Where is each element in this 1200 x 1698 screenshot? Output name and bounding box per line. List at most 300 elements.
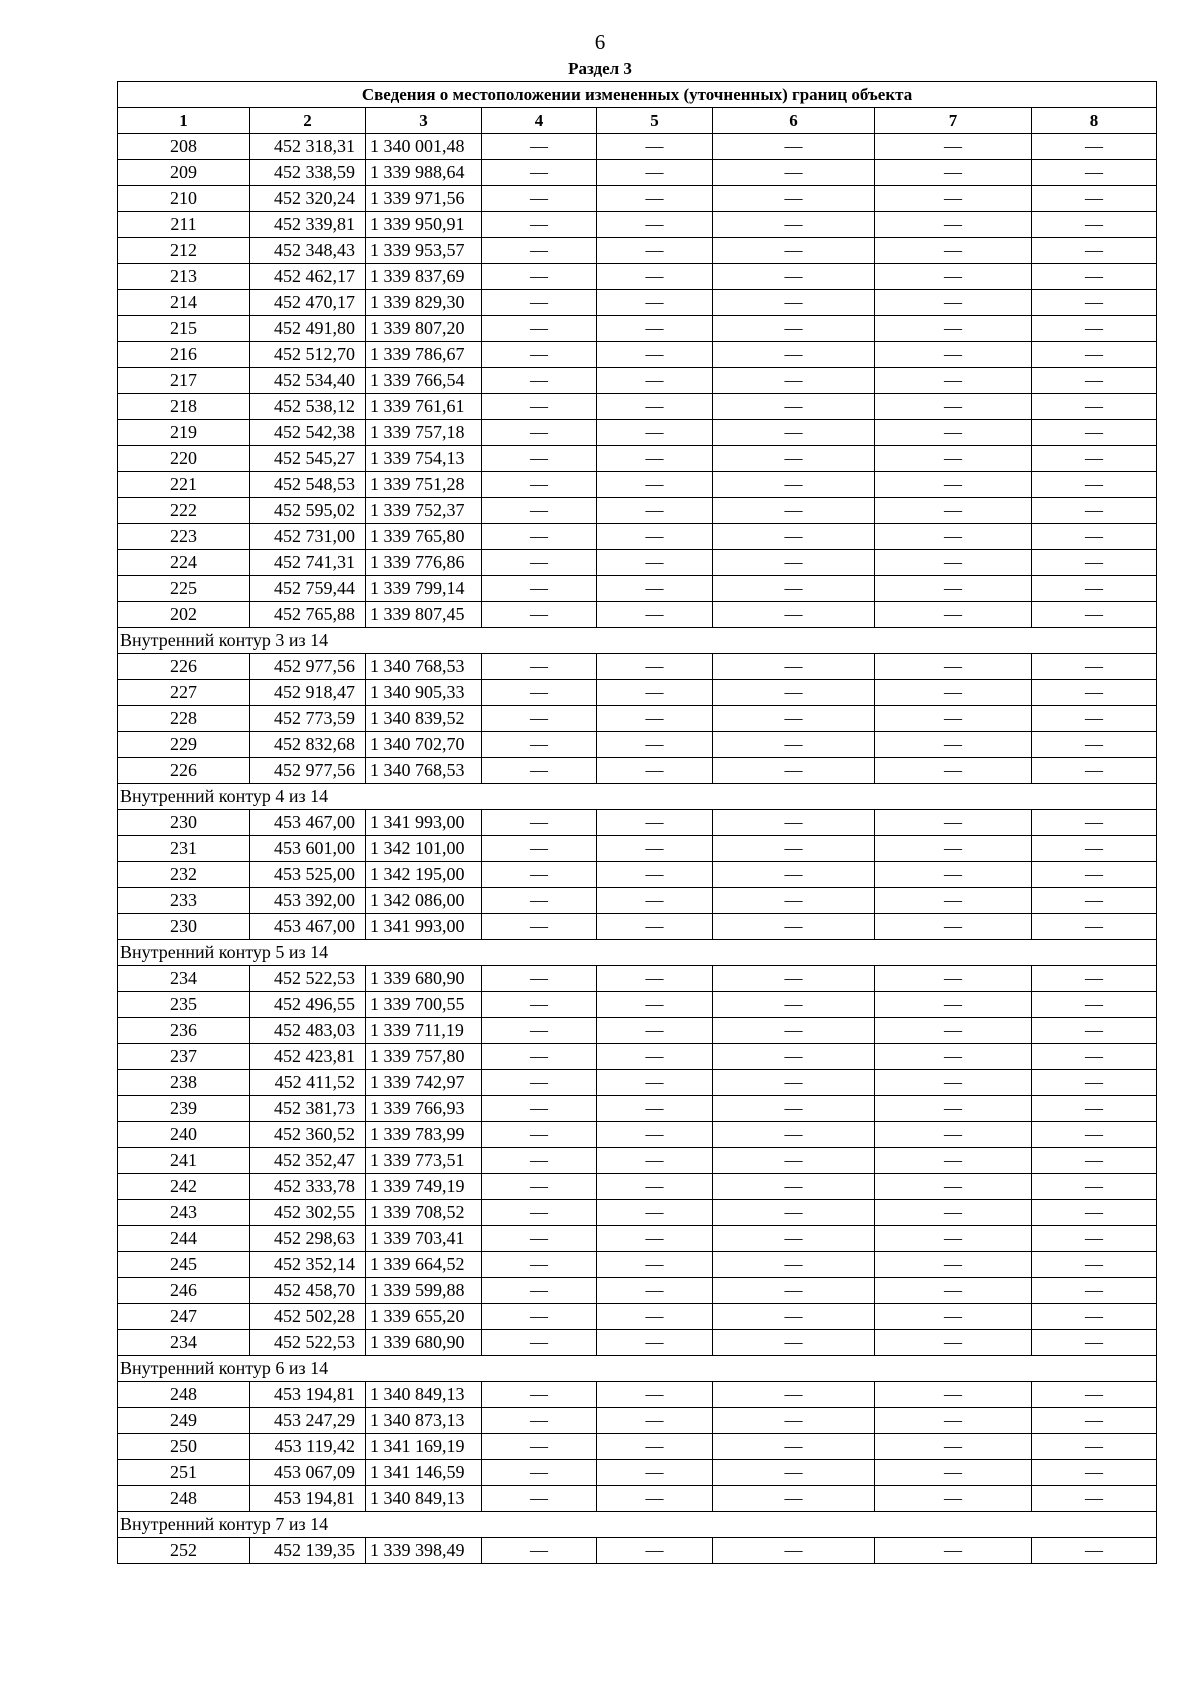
point-number-cell: 221 [118,472,250,498]
point-number-cell: 244 [118,1226,250,1252]
empty-value-cell: — [1032,394,1157,420]
empty-value-cell: — [1032,1174,1157,1200]
empty-value-cell: — [713,290,875,316]
point-number-cell: 250 [118,1434,250,1460]
y-coordinate-cell: 1 339 971,56 [366,186,482,212]
empty-value-cell: — [482,368,597,394]
empty-value-cell: — [1032,212,1157,238]
y-coordinate-cell: 1 339 664,52 [366,1252,482,1278]
y-coordinate-cell: 1 340 849,13 [366,1382,482,1408]
empty-value-cell: — [875,1070,1032,1096]
empty-value-cell: — [597,186,713,212]
empty-value-cell: — [713,238,875,264]
column-header: 8 [1032,108,1157,134]
empty-value-cell: — [597,342,713,368]
table-row [118,186,1157,212]
empty-value-cell: — [597,602,713,628]
point-number-cell: 220 [118,446,250,472]
contour-header-row [118,784,1157,810]
empty-value-cell: — [597,264,713,290]
x-coordinate-cell: 452 496,55 [250,992,366,1018]
empty-value-cell: — [482,1070,597,1096]
column-header: 3 [366,108,482,134]
empty-value-cell: — [597,680,713,706]
empty-value-cell: — [482,290,597,316]
x-coordinate-cell: 452 595,02 [250,498,366,524]
point-number-cell: 212 [118,238,250,264]
point-number-cell: 214 [118,290,250,316]
empty-value-cell: — [482,706,597,732]
empty-value-cell: — [875,1486,1032,1512]
point-number-cell: 226 [118,758,250,784]
empty-value-cell: — [875,1148,1032,1174]
x-coordinate-cell: 452 318,31 [250,134,366,160]
point-number-cell: 240 [118,1122,250,1148]
empty-value-cell: — [713,1538,875,1564]
x-coordinate-cell: 452 977,56 [250,758,366,784]
empty-value-cell: — [1032,1382,1157,1408]
y-coordinate-cell: 1 339 837,69 [366,264,482,290]
empty-value-cell: — [597,654,713,680]
empty-value-cell: — [713,212,875,238]
table-row [118,966,1157,992]
point-number-cell: 219 [118,420,250,446]
y-coordinate-cell: 1 339 829,30 [366,290,482,316]
empty-value-cell: — [482,732,597,758]
contour-label: Внутренний контур 7 из 14 [118,1512,1157,1538]
y-coordinate-cell: 1 342 195,00 [366,862,482,888]
empty-value-cell: — [597,1434,713,1460]
point-number-cell: 246 [118,1278,250,1304]
y-coordinate-cell: 1 339 742,97 [366,1070,482,1096]
empty-value-cell: — [482,914,597,940]
empty-value-cell: — [1032,914,1157,940]
empty-value-cell: — [875,290,1032,316]
empty-value-cell: — [875,1252,1032,1278]
empty-value-cell: — [875,472,1032,498]
x-coordinate-cell: 452 765,88 [250,602,366,628]
empty-value-cell: — [713,368,875,394]
empty-value-cell: — [1032,290,1157,316]
contour-label: Внутренний контур 3 из 14 [118,628,1157,654]
empty-value-cell: — [482,1434,597,1460]
y-coordinate-cell: 1 339 799,14 [366,576,482,602]
table-row [118,810,1157,836]
empty-value-cell: — [875,1460,1032,1486]
empty-value-cell: — [482,1408,597,1434]
x-coordinate-cell: 452 918,47 [250,680,366,706]
empty-value-cell: — [713,1148,875,1174]
empty-value-cell: — [597,1044,713,1070]
empty-value-cell: — [597,810,713,836]
y-coordinate-cell: 1 340 873,13 [366,1408,482,1434]
column-header: 1 [118,108,250,134]
empty-value-cell: — [713,160,875,186]
empty-value-cell: — [1032,1486,1157,1512]
empty-value-cell: — [713,550,875,576]
empty-value-cell: — [482,602,597,628]
empty-value-cell: — [1032,706,1157,732]
empty-value-cell: — [597,758,713,784]
empty-value-cell: — [713,1460,875,1486]
empty-value-cell: — [482,1044,597,1070]
empty-value-cell: — [875,810,1032,836]
empty-value-cell: — [875,1044,1032,1070]
empty-value-cell: — [482,1486,597,1512]
empty-value-cell: — [713,576,875,602]
empty-value-cell: — [1032,1096,1157,1122]
table-row [118,1044,1157,1070]
empty-value-cell: — [597,888,713,914]
x-coordinate-cell: 452 491,80 [250,316,366,342]
empty-value-cell: — [597,524,713,550]
empty-value-cell: — [1032,1044,1157,1070]
y-coordinate-cell: 1 340 001,48 [366,134,482,160]
empty-value-cell: — [875,316,1032,342]
table-row [118,420,1157,446]
x-coordinate-cell: 452 333,78 [250,1174,366,1200]
point-number-cell: 251 [118,1460,250,1486]
x-coordinate-cell: 452 832,68 [250,732,366,758]
x-coordinate-cell: 453 601,00 [250,836,366,862]
empty-value-cell: — [482,498,597,524]
empty-value-cell: — [713,680,875,706]
point-number-cell: 239 [118,1096,250,1122]
empty-value-cell: — [1032,524,1157,550]
y-coordinate-cell: 1 339 807,20 [366,316,482,342]
empty-value-cell: — [482,1122,597,1148]
table-row [118,1252,1157,1278]
empty-value-cell: — [482,1538,597,1564]
y-coordinate-cell: 1 340 702,70 [366,732,482,758]
column-header: 5 [597,108,713,134]
y-coordinate-cell: 1 339 786,67 [366,342,482,368]
empty-value-cell: — [1032,472,1157,498]
empty-value-cell: — [1032,732,1157,758]
table-row [118,316,1157,342]
empty-value-cell: — [1032,1460,1157,1486]
point-number-cell: 216 [118,342,250,368]
table-row [118,1304,1157,1330]
y-coordinate-cell: 1 339 765,80 [366,524,482,550]
column-header: 2 [250,108,366,134]
point-number-cell: 217 [118,368,250,394]
point-number-cell: 252 [118,1538,250,1564]
empty-value-cell: — [482,472,597,498]
empty-value-cell: — [713,992,875,1018]
empty-value-cell: — [597,498,713,524]
point-number-cell: 231 [118,836,250,862]
table-row [118,524,1157,550]
empty-value-cell: — [482,1278,597,1304]
table-row [118,394,1157,420]
empty-value-cell: — [713,706,875,732]
empty-value-cell: — [713,1226,875,1252]
table-row [118,576,1157,602]
x-coordinate-cell: 453 194,81 [250,1382,366,1408]
empty-value-cell: — [1032,810,1157,836]
empty-value-cell: — [597,1200,713,1226]
point-number-cell: 215 [118,316,250,342]
y-coordinate-cell: 1 339 680,90 [366,1330,482,1356]
empty-value-cell: — [597,394,713,420]
point-number-cell: 210 [118,186,250,212]
table-row [118,1382,1157,1408]
point-number-cell: 245 [118,1252,250,1278]
x-coordinate-cell: 452 759,44 [250,576,366,602]
x-coordinate-cell: 452 741,31 [250,550,366,576]
point-number-cell: 232 [118,862,250,888]
y-coordinate-cell: 1 339 761,61 [366,394,482,420]
empty-value-cell: — [482,342,597,368]
y-coordinate-cell: 1 339 776,86 [366,550,482,576]
empty-value-cell: — [875,888,1032,914]
table-row [118,446,1157,472]
empty-value-cell: — [713,1382,875,1408]
y-coordinate-cell: 1 341 993,00 [366,914,482,940]
table-row [118,758,1157,784]
empty-value-cell: — [1032,498,1157,524]
empty-value-cell: — [713,1174,875,1200]
empty-value-cell: — [1032,1252,1157,1278]
contour-header-row [118,628,1157,654]
empty-value-cell: — [482,758,597,784]
empty-value-cell: — [875,1382,1032,1408]
x-coordinate-cell: 452 411,52 [250,1070,366,1096]
empty-value-cell: — [875,1200,1032,1226]
y-coordinate-cell: 1 339 700,55 [366,992,482,1018]
y-coordinate-cell: 1 340 768,53 [366,654,482,680]
empty-value-cell: — [482,576,597,602]
empty-value-cell: — [713,1304,875,1330]
empty-value-cell: — [875,1538,1032,1564]
empty-value-cell: — [482,836,597,862]
point-number-cell: 226 [118,654,250,680]
y-coordinate-cell: 1 339 749,19 [366,1174,482,1200]
empty-value-cell: — [1032,654,1157,680]
empty-value-cell: — [1032,576,1157,602]
empty-value-cell: — [597,420,713,446]
empty-value-cell: — [1032,316,1157,342]
empty-value-cell: — [597,1538,713,1564]
empty-value-cell: — [875,420,1032,446]
empty-value-cell: — [482,524,597,550]
empty-value-cell: — [482,888,597,914]
table-row [118,732,1157,758]
empty-value-cell: — [1032,160,1157,186]
empty-value-cell: — [482,1096,597,1122]
empty-value-cell: — [713,1486,875,1512]
empty-value-cell: — [597,1460,713,1486]
empty-value-cell: — [597,1408,713,1434]
y-coordinate-cell: 1 339 754,13 [366,446,482,472]
empty-value-cell: — [1032,342,1157,368]
empty-value-cell: — [597,1304,713,1330]
table-row [118,888,1157,914]
empty-value-cell: — [1032,680,1157,706]
empty-value-cell: — [713,186,875,212]
empty-value-cell: — [875,446,1032,472]
table-row [118,1122,1157,1148]
point-number-cell: 237 [118,1044,250,1070]
x-coordinate-cell: 453 119,42 [250,1434,366,1460]
empty-value-cell: — [482,1252,597,1278]
x-coordinate-cell: 452 458,70 [250,1278,366,1304]
empty-value-cell: — [597,212,713,238]
empty-value-cell: — [597,1226,713,1252]
point-number-cell: 208 [118,134,250,160]
empty-value-cell: — [482,550,597,576]
point-number-cell: 213 [118,264,250,290]
x-coordinate-cell: 452 360,52 [250,1122,366,1148]
point-number-cell: 227 [118,680,250,706]
empty-value-cell: — [482,654,597,680]
empty-value-cell: — [482,160,597,186]
x-coordinate-cell: 452 542,38 [250,420,366,446]
contour-header-row [118,940,1157,966]
empty-value-cell: — [713,810,875,836]
empty-value-cell: — [482,394,597,420]
empty-value-cell: — [875,1096,1032,1122]
page-number: 6 [594,30,606,54]
empty-value-cell: — [597,550,713,576]
y-coordinate-cell: 1 339 783,99 [366,1122,482,1148]
empty-value-cell: — [875,1122,1032,1148]
empty-value-cell: — [875,576,1032,602]
empty-value-cell: — [713,654,875,680]
point-number-cell: 229 [118,732,250,758]
point-number-cell: 218 [118,394,250,420]
x-coordinate-cell: 452 538,12 [250,394,366,420]
empty-value-cell: — [597,1148,713,1174]
x-coordinate-cell: 452 302,55 [250,1200,366,1226]
table-row [118,1070,1157,1096]
empty-value-cell: — [597,368,713,394]
point-number-cell: 242 [118,1174,250,1200]
empty-value-cell: — [597,1070,713,1096]
x-coordinate-cell: 453 392,00 [250,888,366,914]
table-row [118,160,1157,186]
x-coordinate-cell: 452 423,81 [250,1044,366,1070]
empty-value-cell: — [482,680,597,706]
empty-value-cell: — [597,862,713,888]
empty-value-cell: — [875,1226,1032,1252]
table-row [118,706,1157,732]
point-number-cell: 248 [118,1382,250,1408]
x-coordinate-cell: 452 381,73 [250,1096,366,1122]
table-row [118,134,1157,160]
empty-value-cell: — [875,680,1032,706]
empty-value-cell: — [713,1278,875,1304]
empty-value-cell: — [482,1382,597,1408]
empty-value-cell: — [1032,758,1157,784]
empty-value-cell: — [1032,602,1157,628]
empty-value-cell: — [875,758,1032,784]
empty-value-cell: — [1032,1226,1157,1252]
empty-value-cell: — [875,862,1032,888]
x-coordinate-cell: 453 247,29 [250,1408,366,1434]
empty-value-cell: — [713,914,875,940]
x-coordinate-cell: 452 348,43 [250,238,366,264]
x-coordinate-cell: 452 522,53 [250,966,366,992]
y-coordinate-cell: 1 339 766,93 [366,1096,482,1122]
empty-value-cell: — [875,1434,1032,1460]
table-row [118,472,1157,498]
table-row [118,1018,1157,1044]
x-coordinate-cell: 452 534,40 [250,368,366,394]
table-row [118,992,1157,1018]
y-coordinate-cell: 1 339 953,57 [366,238,482,264]
empty-value-cell: — [597,966,713,992]
x-coordinate-cell: 453 467,00 [250,810,366,836]
point-number-cell: 234 [118,966,250,992]
empty-value-cell: — [875,654,1032,680]
x-coordinate-cell: 452 352,47 [250,1148,366,1174]
empty-value-cell: — [482,446,597,472]
empty-value-cell: — [713,758,875,784]
point-number-cell: 241 [118,1148,250,1174]
empty-value-cell: — [482,1018,597,1044]
empty-value-cell: — [1032,966,1157,992]
table-row [118,550,1157,576]
empty-value-cell: — [1032,420,1157,446]
point-number-cell: 223 [118,524,250,550]
empty-value-cell: — [713,524,875,550]
point-number-cell: 247 [118,1304,250,1330]
point-number-cell: 225 [118,576,250,602]
empty-value-cell: — [713,1044,875,1070]
table-row [118,368,1157,394]
table-row [118,238,1157,264]
y-coordinate-cell: 1 339 752,37 [366,498,482,524]
empty-value-cell: — [713,1408,875,1434]
x-coordinate-cell: 453 194,81 [250,1486,366,1512]
point-number-cell: 228 [118,706,250,732]
y-coordinate-cell: 1 339 807,45 [366,602,482,628]
y-coordinate-cell: 1 340 849,13 [366,1486,482,1512]
empty-value-cell: — [875,524,1032,550]
x-coordinate-cell: 452 502,28 [250,1304,366,1330]
table-row [118,836,1157,862]
empty-value-cell: — [713,446,875,472]
point-number-cell: 224 [118,550,250,576]
y-coordinate-cell: 1 339 773,51 [366,1148,482,1174]
empty-value-cell: — [482,1148,597,1174]
table-row [118,1148,1157,1174]
y-coordinate-cell: 1 339 950,91 [366,212,482,238]
y-coordinate-cell: 1 339 751,28 [366,472,482,498]
empty-value-cell: — [1032,1538,1157,1564]
table-row [118,1486,1157,1512]
empty-value-cell: — [482,238,597,264]
point-number-cell: 249 [118,1408,250,1434]
table-row [118,1278,1157,1304]
point-number-cell: 211 [118,212,250,238]
empty-value-cell: — [482,1460,597,1486]
empty-value-cell: — [875,1278,1032,1304]
empty-value-cell: — [713,836,875,862]
empty-value-cell: — [597,576,713,602]
empty-value-cell: — [1032,550,1157,576]
empty-value-cell: — [1032,1408,1157,1434]
empty-value-cell: — [482,1200,597,1226]
y-coordinate-cell: 1 342 086,00 [366,888,482,914]
table-row [118,212,1157,238]
empty-value-cell: — [1032,1122,1157,1148]
y-coordinate-cell: 1 339 599,88 [366,1278,482,1304]
empty-value-cell: — [875,368,1032,394]
x-coordinate-cell: 452 731,00 [250,524,366,550]
